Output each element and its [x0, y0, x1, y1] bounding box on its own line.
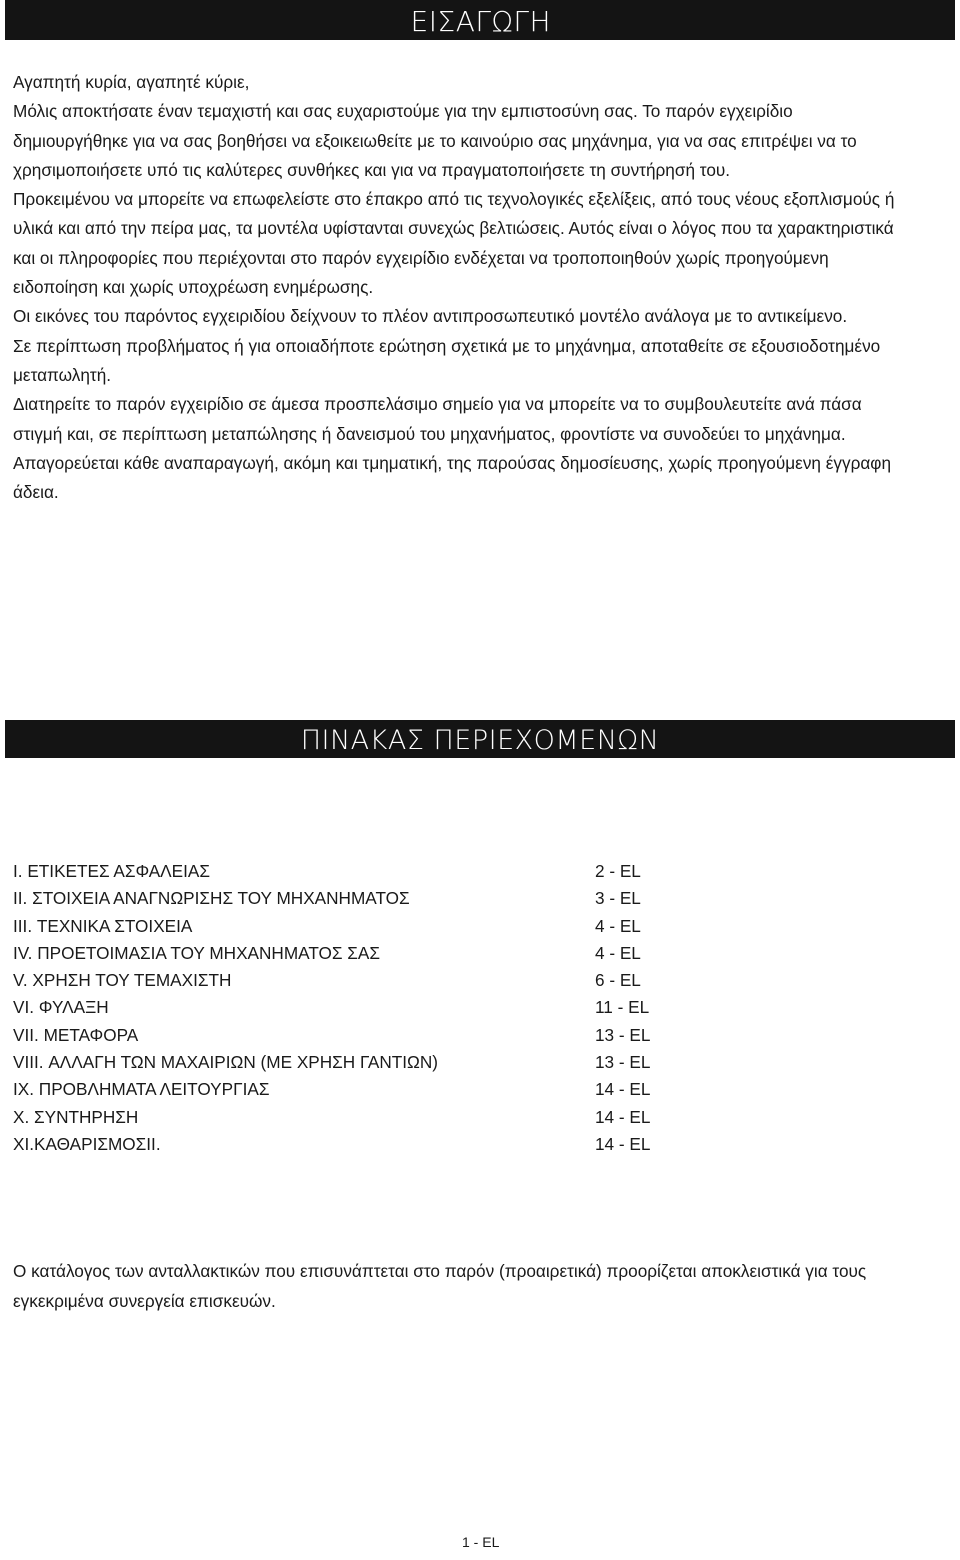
- toc-entry-page: 14 - EL: [595, 1133, 651, 1154]
- intro-heading-banner: [5, 0, 955, 40]
- spare-parts-note: Ο κατάλογος των ανταλλακτικών που επισυνάπτεται στο παρόν (προαιρετικά) προορίζεται αποκλειστικά για τους εγκεκριμένα συνεργεία επισκευών.: [13, 1261, 867, 1311]
- table-of-contents: [13, 858, 713, 1158]
- intro-heading: ΕΙΣΑΓΩΓΗ: [410, 5, 551, 38]
- toc-heading: ΠΙΝΑΚΑΣ ΠΕΡΙΕΧΟΜΕΝΩΝ: [300, 725, 660, 756]
- toc-entry: [13, 1076, 713, 1103]
- toc-entry-title: II. ΣΤΟΙΧΕΙΑ ΑΝΑΓΝΩΡΙΣΗΣ ΤΟΥ ΜΗΧΑΝΗΜΑΤΟΣ: [13, 888, 410, 909]
- intro-section: [13, 68, 903, 507]
- toc-entry-page: 2 - EL: [595, 861, 641, 881]
- toc-entry-page: 3 - EL: [595, 888, 641, 909]
- toc-entry-page: 14 - EL: [595, 1106, 651, 1127]
- toc-entry-title: X. ΣΥΝΤΗΡΗΣΗ: [13, 1106, 139, 1127]
- toc-entry-title: V. ΧΡΗΣΗ ΤΟΥ ΤΕΜΑΧΙΣΤΗ: [13, 970, 232, 991]
- toc-entry: [13, 1131, 713, 1158]
- intro-paragraph: Μόλις αποκτήσατε έναν τεμαχιστή και σας ευχαριστούμε για την εμπιστοσύνη σας. Το παρόν εγχειρίδιο δημιουργήθηκε για να σας βοηθήσει να εξοικειωθείτε με το καινούριο σας μηχάνημα, για να σας επιτρέψει να το χρησιμοποιήσετε υπό τις καλύτερες συνθήκες και για να πραγματοποιήσετε τη συντήρησή του.: [13, 101, 857, 180]
- toc-entry-title: IX. ΠΡΟΒΛΗΜΑΤΑ ΛΕΙΤΟΥΡΓΙΑΣ: [13, 1079, 270, 1100]
- toc-entry-page: 13 - EL: [595, 1024, 651, 1045]
- toc-entry: [13, 967, 713, 994]
- toc-entry-page: 14 - EL: [595, 1079, 651, 1100]
- toc-entry: [13, 1104, 713, 1131]
- toc-entry: [13, 940, 713, 967]
- toc-entry-page: 13 - EL: [595, 1052, 651, 1073]
- toc-entry-page: 11 - EL: [595, 997, 650, 1018]
- toc-entry: [13, 913, 713, 940]
- intro-paragraph: Προκειμένου να μπορείτε να επωφελείστε στο έπακρο από τις τεχνολογικές εξελίξεις, από τους νέους εξοπλισμούς ή υλικά και από την πείρα μας, τα μοντέλα υφίστανται συνεχώς βελτιώσεις. Αυτός είναι ο λόγος που τα χαρακτηριστικά και οι πληροφορίες που περιέχονται στο παρόν εγχειρίδιο ενδέχεται να τροποποιηθούν χωρίς προηγούμενη ειδοποίηση και χωρίς υποχρέωση ενημέρωσης.: [13, 189, 895, 298]
- toc-heading-banner: [5, 720, 955, 758]
- intro-paragraph: Οι εικόνες του παρόντος εγχειριδίου δείχνουν το πλέον αντιπροσωπευτικό μοντέλο ανάλογα με το αντικείμενο.: [13, 306, 848, 327]
- toc-entry: [13, 885, 713, 912]
- toc-entry-title: VI. ΦΥΛΑΞΗ: [13, 997, 109, 1018]
- intro-paragraph: Σε περίπτωση προβλήματος ή για οποιαδήποτε ερώτηση σχετικά με το μηχάνημα, αποταθείτε σε εξουσιοδοτημένο μεταπωλητή.: [13, 335, 881, 385]
- toc-entry-page: 4 - EL: [595, 942, 641, 963]
- toc-entry-title: XI.ΚΑΘΑΡΙΣΜΟΣII.: [13, 1133, 161, 1154]
- toc-entry: [13, 994, 713, 1021]
- toc-entry: [13, 858, 713, 885]
- intro-paragraph: Διατηρείτε το παρόν εγχειρίδιο σε άμεσα προσπελάσιμο σημείο για να μπορείτε να το συμβουλευτείτε ανά πάσα στιγμή και, σε περίπτωση μεταπώλησης ή δανεισμού του μηχανήματος, φροντίστε να συνοδεύει το μηχάνημα.: [13, 394, 862, 444]
- toc-entry-title: VIII. ΑΛΛΑΓΗ ΤΩΝ ΜΑΧΑΙΡΙΩΝ (ΜΕ ΧΡΗΣΗ ΓΑΝΤΙΩΝ): [13, 1052, 439, 1073]
- intro-greeting: Αγαπητή κυρία, αγαπητέ κύριε,: [13, 72, 250, 92]
- intro-paragraph: Απαγορεύεται κάθε αναπαραγωγή, ακόμη και τμηματική, της παρούσας δημοσίευσης, χωρίς προηγούμενη έγγραφη άδεια.: [13, 452, 892, 503]
- toc-entry-title: I. ΕΤΙΚΕΤΕΣ ΑΣΦΑΛΕΙΑΣ: [13, 861, 210, 881]
- toc-entry: [13, 1022, 713, 1049]
- toc-entry-page: 4 - EL: [595, 915, 641, 936]
- toc-entry: [13, 1049, 713, 1076]
- toc-entry-title: IV. ΠΡΟΕΤΟΙΜΑΣΙΑ ΤΟΥ ΜΗΧΑΝΗΜΑΤΟΣ ΣΑΣ: [13, 942, 381, 963]
- page-number: 1 - EL: [462, 1534, 500, 1550]
- toc-entry-title: III. ΤΕΧΝΙΚΑ ΣΤΟΙΧΕΙΑ: [13, 915, 193, 936]
- toc-entry-page: 6 - EL: [595, 970, 641, 991]
- toc-entry-title: VII. ΜΕΤΑΦΟΡΑ: [13, 1024, 139, 1045]
